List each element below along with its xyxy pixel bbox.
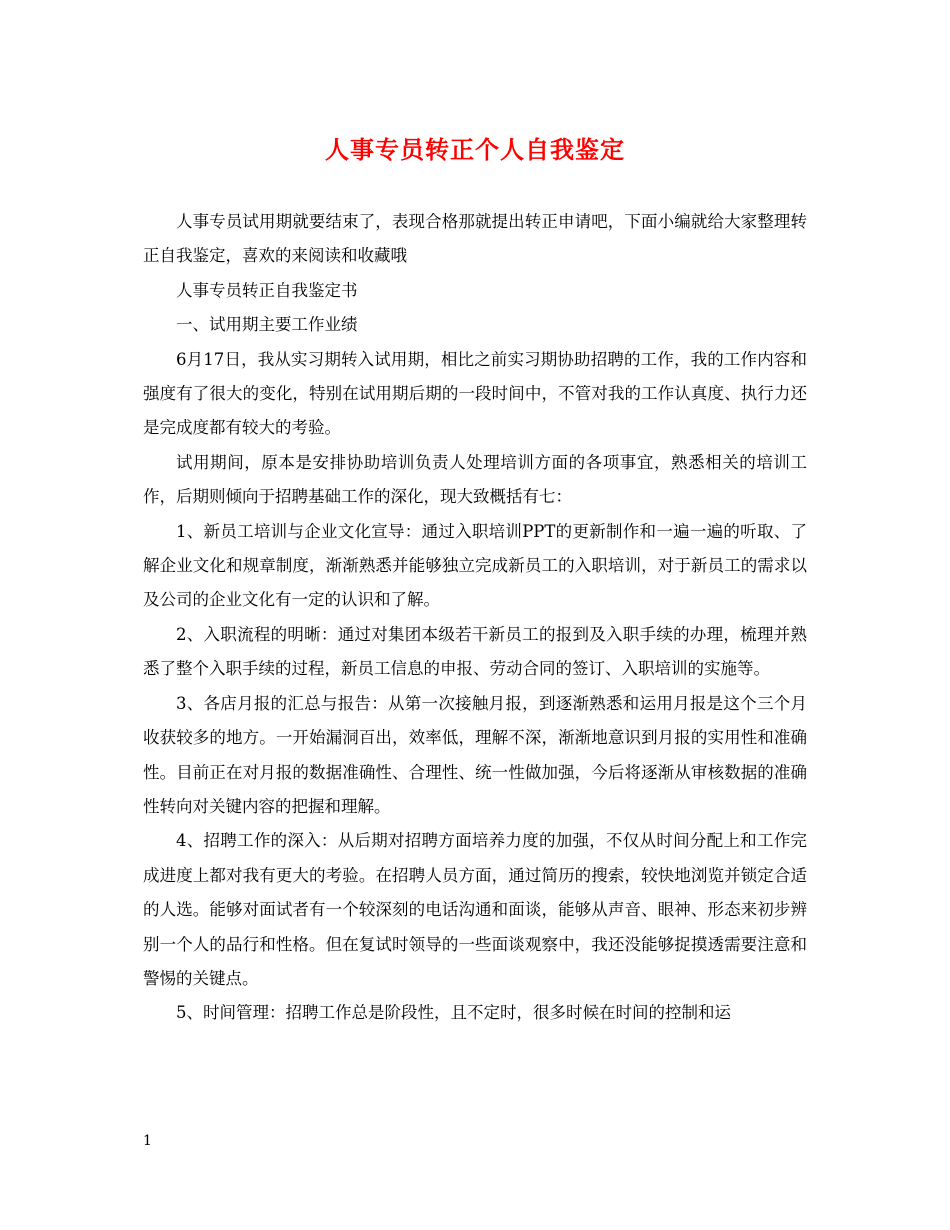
document-body [143, 205, 807, 1031]
paragraph-item-3: 3、各店月报的汇总与报告：从第一次接触月报，到逐渐熟悉和运用月报是这个三个月收获较多的地方。一开始漏洞百出，效率低，理解不深，渐渐地意识到月报的实用性和准确性。目前正在对月报的数据准确性、合理性、统一性做加强，今后将逐渐从审核数据的准确性转向对关键内容的把握和理解。 [143, 693, 807, 816]
paragraph-intro: 人事专员试用期就要结束了，表现合格那就提出转正申请吧，下面小编就给大家整理转正自我鉴定，喜欢的来阅读和收藏哦 [143, 212, 807, 266]
paragraph-probation-start: 6月17日，我从实习期转入试用期，相比之前实习期协助招聘的工作，我的工作内容和强度有了很大的变化，特别在试用期后期的一段时间中，不管对我的工作认真度、执行力还是完成度都有较大的考验。 [143, 349, 807, 438]
paragraph-heading-book: 人事专员转正自我鉴定书 [176, 280, 358, 300]
document-title: 人事专员转正个人自我鉴定 [325, 135, 625, 164]
paragraph-section-heading: 一、试用期主要工作业绩 [176, 315, 358, 335]
paragraph-probation-summary: 试用期间，原本是安排协助培训负责人处理培训方面的各项事宜，熟悉相关的培训工作，后期则倾向于招聘基础工作的深化，现大致概括有七： [143, 452, 807, 507]
paragraph-item-4: 4、招聘工作的深入：从后期对招聘方面培养力度的加强，不仅从时间分配上和工作完成进度上都对我有更大的考验。在招聘人员方面，通过简历的搜索，较快地浏览并锁定合适的人选。能够对面试者有一个较深刻的电话沟通和面谈，能够从声音、眼神、形态来初步辨别一个人的品行和性格。但在复试时领导的一些面谈观察中，我还没能够捉摸透需要注意和警惕的关键点。 [143, 831, 807, 988]
paragraph-item-5: 5、时间管理：招聘工作总是阶段性，且不定时，很多时候在时间的控制和运 [176, 1003, 731, 1023]
paragraph-item-2: 2、入职流程的明晰：通过对集团本级若干新员工的报到及入职手续的办理，梳理并熟悉了整个入职手续的过程，新员工信息的申报、劳动合同的签订、入职培训的实施等。 [143, 624, 807, 679]
paragraph-item-1: 1、新员工培训与企业文化宣导：通过入职培训PPT的更新制作和一遍一遍的听取、了解企业文化和规章制度，渐渐熟悉并能够独立完成新员工的入职培训，对于新员工的需求以及公司的企业文化有一定的认识和了解。 [143, 521, 807, 610]
page-number: 1 [143, 1133, 152, 1149]
